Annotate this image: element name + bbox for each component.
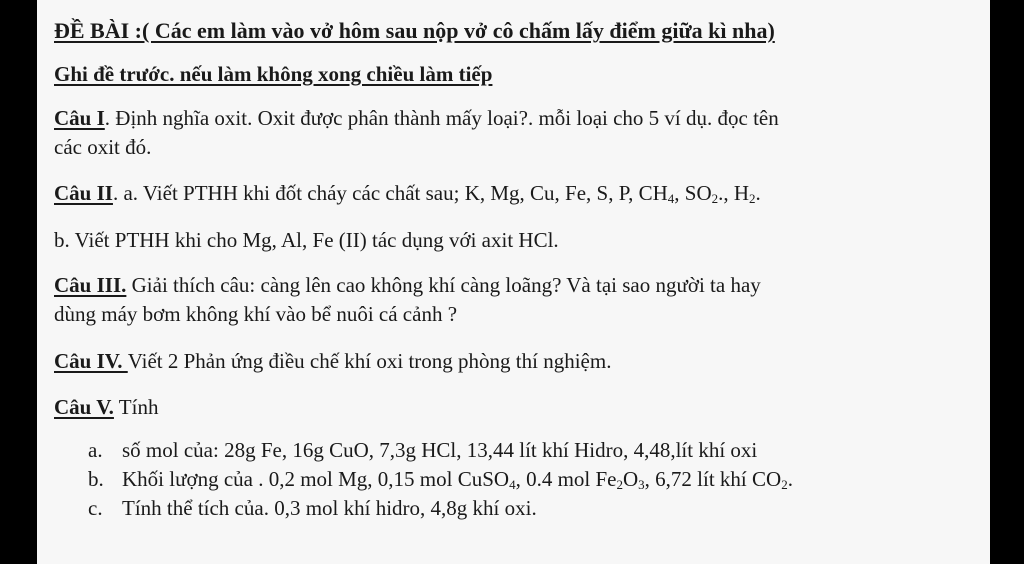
list-item-a: a. số mol của: 28g Fe, 16g CuO, 7,3g HCl, 13,44 lít khí Hidro, 4,48,lít khí oxi (88, 436, 979, 465)
question-1-text: . Định nghĩa oxit. Oxit được phân thành mấy loại?. mỗi loại cho 5 ví dụ. đọc tên (104, 106, 779, 130)
question-5 (54, 395, 979, 420)
h2-subscript: 2 (749, 191, 756, 206)
question-4-label: Câu IV. (54, 349, 128, 373)
document-content (54, 14, 979, 523)
list-marker: b. (88, 467, 104, 491)
list-marker: c. (88, 496, 103, 520)
assignment-title: ĐỀ BÀI :( Các em làm vào vở hôm sau nộp vở cô chấm lấy điểm giữa kì nha) (54, 18, 775, 43)
so2-subscript: 2 (711, 191, 719, 206)
assignment-note: Ghi đề trước. nếu làm không xong chiều làm tiếp (54, 62, 493, 86)
question-3-text: Giải thích câu: càng lên cao không khí càng loãng? Và tại sao người ta hay (126, 273, 761, 297)
ch4-subscript: 4 (667, 191, 675, 206)
document-page (37, 0, 990, 564)
question-2a: Câu II. a. Viết PTHH khi đốt cháy các chất sau; K, Mg, Cu, Fe, S, P, $CH_4$, $SO_2$., $H_2$. (54, 181, 761, 206)
question-5-label: Câu V. (54, 395, 114, 419)
question-5-text: Tính (113, 395, 159, 419)
list-marker: a. (88, 438, 103, 462)
question-3 (54, 273, 979, 298)
question-3-continuation: dùng máy bơm không khí vào bể nuôi cá cảnh ? (54, 302, 458, 326)
question-4 (54, 349, 979, 374)
list-item-c: c. Tính thể tích của. 0,3 mol khí hidro, 4,8g khí oxi. (88, 494, 979, 523)
question-1 (54, 106, 979, 131)
question-1-continuation: các oxit đó. (54, 135, 152, 159)
list-item-b: b. Khối lượng của . 0,2 mol Mg, 0,15 mol CuSO$_4$, 0.4 mol $Fe_2O_3$, 6,72 lít khí $CO_2$. (88, 467, 793, 492)
question-2b: b. Viết PTHH khi cho Mg, Al, Fe (II) tác dụng với axit HCl. (54, 228, 559, 252)
question-5-list (54, 436, 979, 523)
question-2-label: Câu II (54, 181, 113, 205)
question-2a-text: . a. Viết PTHH khi đốt cháy các chất sau; K, Mg, Cu, Fe, S, P, CH (112, 181, 668, 205)
question-4-text: Viết 2 Phản ứng điều chế khí oxi trong phòng thí nghiệm. (127, 349, 612, 373)
question-3-label: Câu III. (54, 273, 127, 297)
question-1-label: Câu I (54, 106, 105, 130)
